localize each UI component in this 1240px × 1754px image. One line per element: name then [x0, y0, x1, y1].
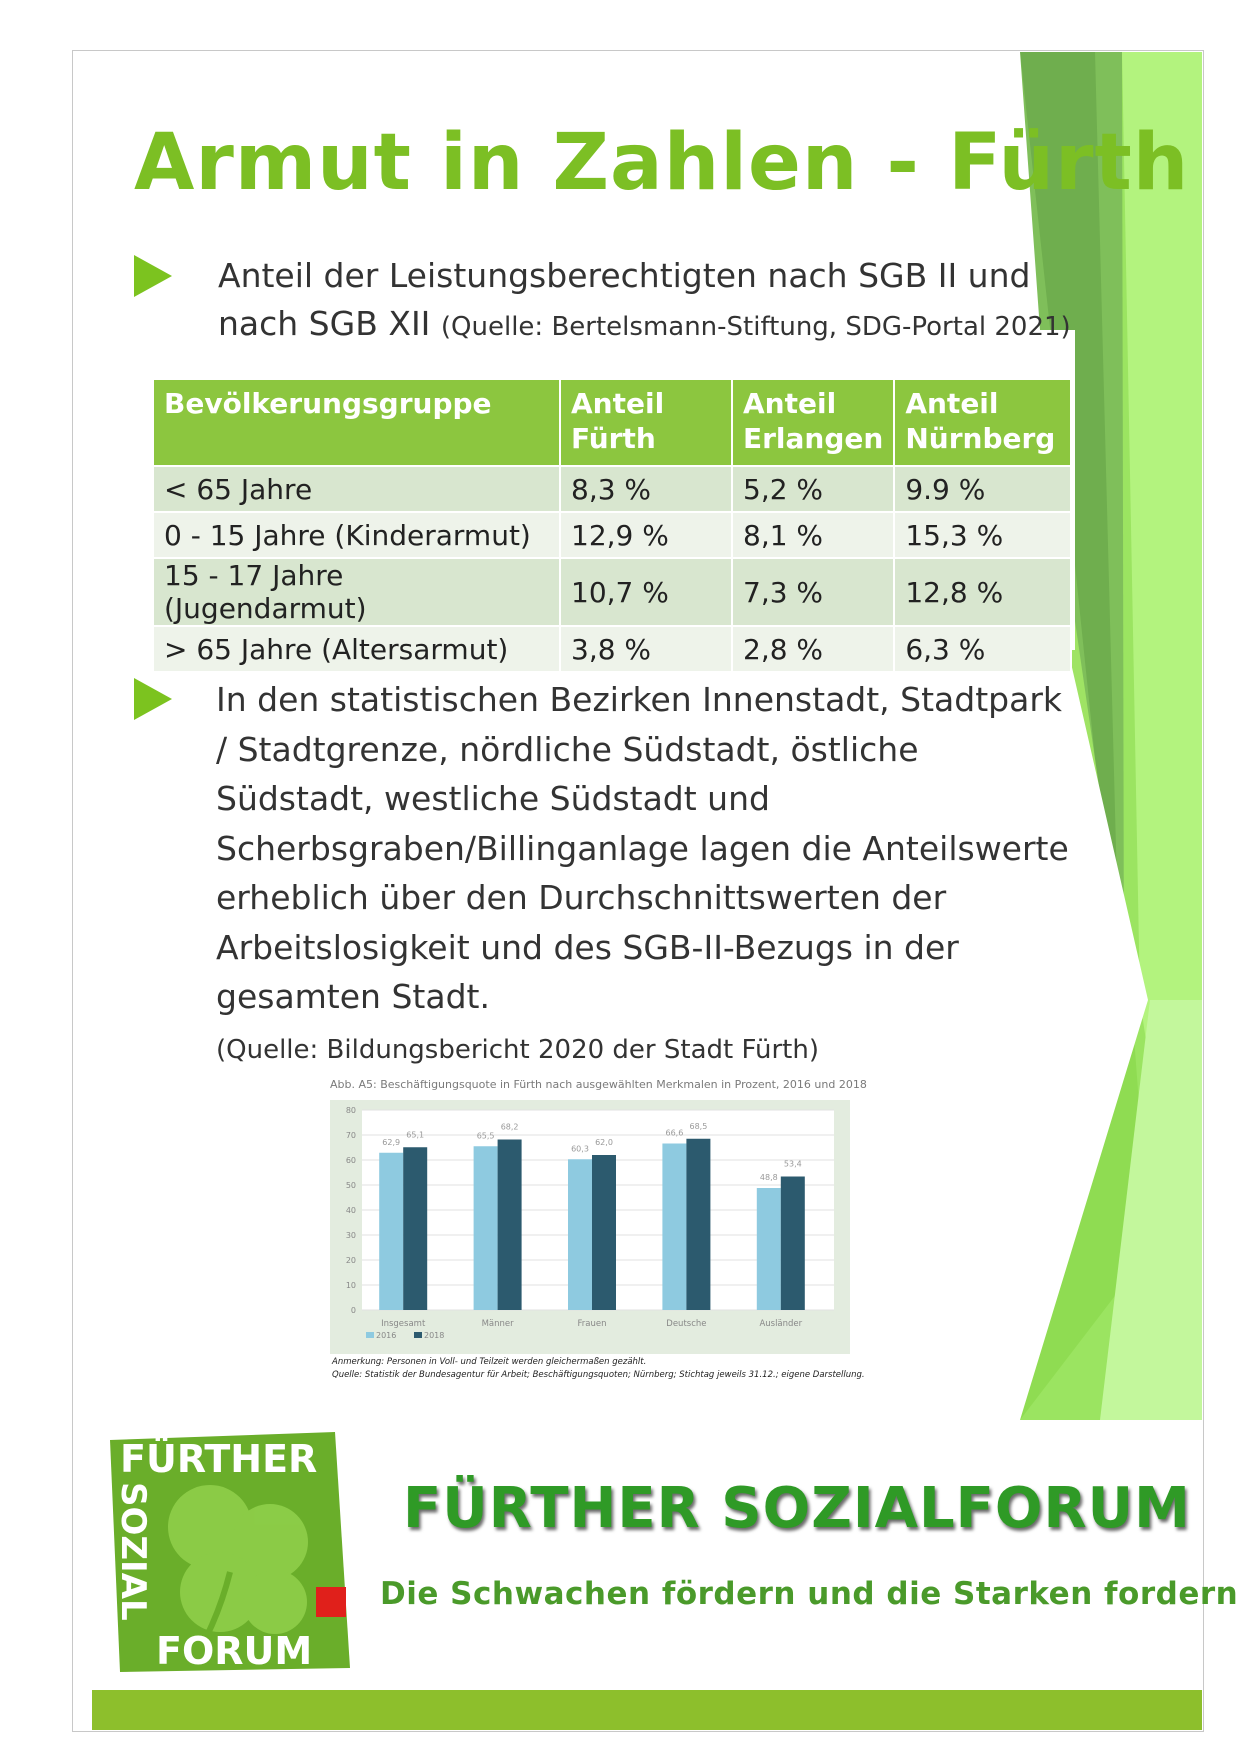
logo-text-bottom: FORUM	[156, 1629, 313, 1672]
table-header-row	[154, 380, 1070, 465]
chart-bar	[498, 1140, 522, 1311]
chart-y-tick-label: 20	[345, 1256, 356, 1265]
chart-bar	[781, 1177, 805, 1311]
chart-y-tick-label: 60	[345, 1156, 356, 1165]
chart-data-label: 68,2	[500, 1122, 519, 1132]
table-header-cell: Anteil Fürth	[561, 380, 731, 465]
table-cell: 6,3 %	[895, 627, 1070, 671]
section1-text: Anteil der Leistungsberechtigten nach SGB II und nach SGB XII	[218, 256, 1031, 343]
chart-bar	[686, 1139, 710, 1310]
chart-bar	[474, 1146, 498, 1310]
table-cell: 8,1 %	[733, 513, 893, 557]
chart-legend-swatch	[414, 1332, 422, 1338]
table-row	[154, 559, 1070, 625]
chart-x-tick-label: Insgesamt	[381, 1319, 426, 1329]
poverty-table	[152, 378, 1072, 673]
chart-y-tick-label: 30	[345, 1231, 356, 1240]
org-tagline: Die Schwachen fördern und die Starken fordern	[380, 1576, 1239, 1612]
chart-legend-label: 2018	[424, 1331, 445, 1340]
bullet-arrow-icon	[134, 255, 172, 297]
chart-data-label: 48,8	[759, 1173, 778, 1182]
table-cell: 7,3 %	[733, 559, 893, 625]
section2-source: (Quelle: Bildungsbericht 2020 der Stadt Fürth)	[216, 1034, 819, 1065]
chart-x-tick-label: Ausländer	[759, 1319, 803, 1329]
table-cell: 9.9 %	[895, 467, 1070, 511]
table-cell: 15,3 %	[895, 513, 1070, 557]
chart-bar	[662, 1144, 686, 1311]
chart-legend-swatch	[366, 1332, 374, 1338]
chart-data-label: 62,0	[595, 1138, 613, 1147]
chart-x-tick-label: Frauen	[577, 1319, 607, 1329]
table-cell: 0 - 15 Jahre (Kinderarmut)	[154, 513, 559, 557]
section2-text: In den statistischen Bezirken Innenstadt, Stadtpark / Stadtgrenze, nördliche Südstadt, östliche Südstadt, westliche Südstadt und Scherbsgraben/Billinganlage lagen die Anteilswerte erheblich über den Durchschnittswerten der Arbeitslosigkeit und des SGB-II-Bezugs in der gesamten Stadt.	[216, 680, 1069, 1016]
section2-paragraph	[216, 675, 1076, 1075]
chart-legend-label: 2016	[376, 1331, 397, 1340]
chart-x-tick-label: Männer	[481, 1319, 514, 1329]
chart-y-tick-label: 70	[345, 1131, 356, 1140]
chart-y-tick-label: 0	[350, 1306, 356, 1315]
logo-text-top: FÜRTHER	[120, 1437, 318, 1481]
table-header-cell: Bevölkerungsgruppe	[154, 380, 559, 465]
chart-data-label: 66,6	[665, 1128, 684, 1138]
chart-y-tick-label: 10	[345, 1281, 356, 1290]
table-cell: 5,2 %	[733, 467, 893, 511]
chart-note: Anmerkung: Personen in Voll- und Teilzeit werden gleichermaßen gezählt.	[332, 1357, 647, 1367]
chart-data-label: 53,4	[783, 1159, 802, 1169]
table-row	[154, 627, 1070, 671]
section1-source: (Quelle: Bertelsmann-Stiftung, SDG-Portal 2021)	[440, 312, 1071, 342]
table-cell: 8,3 %	[561, 467, 731, 511]
chart-y-tick-label: 80	[345, 1106, 356, 1115]
org-name: FÜRTHER SOZIALFORUM	[403, 1476, 1191, 1541]
chart-data-label: 62,9	[382, 1137, 401, 1147]
table-cell: > 65 Jahre (Altersarmut)	[154, 627, 559, 671]
logo-red-square	[316, 1587, 346, 1617]
table-cell: 10,7 %	[561, 559, 731, 625]
table-row	[154, 467, 1070, 511]
chart-y-tick-label: 50	[345, 1181, 356, 1190]
page-title: Armut in Zahlen - Fürth	[134, 118, 1190, 208]
table-cell: 3,8 %	[561, 627, 731, 671]
table-cell: 12,8 %	[895, 559, 1070, 625]
chart-title: Abb. A5: Beschäftigungsquote in Fürth nach ausgewählten Merkmalen in Prozent, 2016 und 2018	[330, 1078, 867, 1091]
chart-y-tick-label: 40	[345, 1206, 356, 1215]
bullet-arrow-icon	[134, 678, 172, 720]
chart-source: Quelle: Statistik der Bundesagentur für Arbeit; Beschäftigungsquoten; Nürnberg; Stichtag jeweils 31.12.; eigene Darstellung.	[332, 1370, 865, 1380]
table-row	[154, 513, 1070, 557]
table-cell: 2,8 %	[733, 627, 893, 671]
logo-text-side: SOZIAL	[113, 1482, 153, 1621]
chart-data-label: 65,1	[406, 1130, 425, 1140]
table-cell: < 65 Jahre	[154, 467, 559, 511]
chart-data-label: 68,5	[689, 1121, 708, 1131]
table-cell: 12,9 %	[561, 513, 731, 557]
table-header-cell: Anteil Erlangen	[733, 380, 893, 465]
section1-paragraph	[218, 252, 1078, 351]
sozialforum-logo	[110, 1432, 350, 1672]
chart-bar	[379, 1153, 403, 1310]
chart-bar	[403, 1147, 427, 1310]
chart-x-tick-label: Deutsche	[666, 1319, 707, 1329]
chart-bar	[757, 1188, 781, 1310]
employment-bar-chart	[330, 1100, 850, 1354]
chart-data-label: 65,5	[476, 1131, 495, 1141]
table-header-cell: Anteil Nürnberg	[895, 380, 1070, 465]
chart-bar	[568, 1159, 592, 1310]
chart-data-label: 60,3	[571, 1144, 589, 1154]
chart-bar	[592, 1155, 616, 1310]
footer-bar	[92, 1690, 1202, 1730]
table-cell: 15 - 17 Jahre (Jugendarmut)	[154, 559, 559, 625]
